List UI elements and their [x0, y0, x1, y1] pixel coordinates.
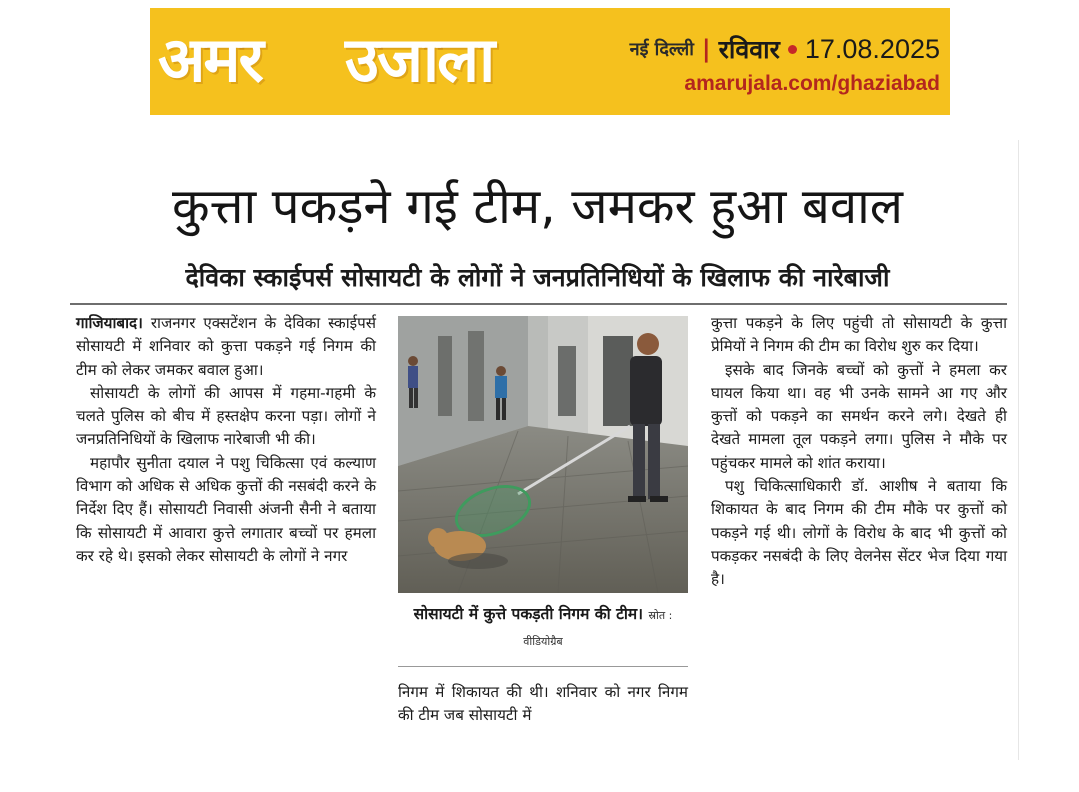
- edition-city: नई दिल्ली: [629, 39, 694, 60]
- caption-text: सोसायटी में कुत्ते पकड़ती निगम की टीम।: [413, 605, 644, 623]
- article-subheadline: देविका स्काईपर्स सोसायटी के लोगों ने जनप्रतिनिधियों के खिलाफ की नारेबाजी: [185, 263, 890, 292]
- paragraph: सोसायटी के लोगों की आपस में गहमा-गहमी के चलते पुलिस को बीच में हस्तक्षेप करना पड़ा। लोगों ने जनप्रतिनिधियों के खिलाफ नारेबाजी भी की।: [76, 383, 376, 449]
- paragraph: [76, 312, 376, 382]
- paragraph-text: राजनगर एक्सटेंशन के देविका स्काईपर्स सोसायटी में शनिवार को कुत्ता पकड़ने गई निगम की टीम को लेकर जमकर बवाल हुआ।: [76, 314, 377, 379]
- paragraph: महापौर सुनीता दयाल ने पशु चिकित्सा एवं कल्याण विभाग को अधिक से अधिक कुत्तों की नसबंदी करने के निर्देश दिए हैं। सोसायटी निवासी अंजनी सैनी ने बताया कि सोसायटी में आवारा कुत्ते लगातार बच्चों पर हमला कर रहे थे। इसको लेकर सोसायटी के लोगों ने नगर: [76, 453, 376, 565]
- edition-url: amarujala.com/ghaziabad: [684, 72, 940, 95]
- edition-day: रविवार: [718, 35, 780, 64]
- edition-date: 17.08.2025: [804, 33, 940, 64]
- divider: [398, 666, 688, 667]
- newspaper-logo-part-1: अमर: [158, 23, 262, 96]
- dog-catching-scene-image: [398, 316, 688, 593]
- article-column-1: [76, 312, 376, 568]
- photo-caption: [398, 602, 688, 654]
- bullet-dot-icon: [788, 45, 797, 54]
- article-column-2: [398, 681, 688, 728]
- paragraph: इसके बाद जिनके बच्चों को कुत्तों ने हमला कर घायल किया था। वह भी उनके सामने आ गए और कुत्तों को पकड़ने का समर्थन करने लगे। देखते ही देखते मामला तूल पकड़ने लगा। पुलिस ने मौके पर पहुंचकर मामले को शांत कराया।: [711, 360, 1007, 472]
- paragraph: कुत्ता पकड़ने के लिए पहुंची तो सोसायटी के कुत्ता प्रेमियों ने निगम की टीम का विरोध शुरु कर दिया।: [711, 314, 1007, 356]
- masthead: [150, 8, 950, 115]
- clipping-edge: [1018, 140, 1019, 760]
- article-headline: कुत्ता पकड़ने गई टीम, जमकर हुआ बवाल: [172, 178, 903, 235]
- divider: [70, 303, 1007, 305]
- masthead-info: [630, 32, 940, 96]
- article-column-3: [711, 312, 1007, 592]
- dateline: गाजियाबाद।: [76, 314, 143, 332]
- separator: |: [701, 35, 711, 63]
- newspaper-logo-part-2: उजाला: [345, 23, 494, 96]
- paragraph: पशु चिकित्साधिकारी डॉ. आशीष ने बताया कि शिकायत के बाद निगम की टीम मौके पर कुत्तों को पकड़ने गई थी। लोगों के विरोध के बाद भी कुत्तों को पकड़कर नसबंदी के लिए वेलनेस सेंटर भेज दिया गया है।: [711, 477, 1007, 589]
- news-photo: [398, 316, 688, 593]
- paragraph: निगम में शिकायत की थी। शनिवार को नगर निगम की टीम जब सोसायटी में: [398, 683, 688, 725]
- photo-credit: स्रोत : वीडियोग्रैब: [523, 609, 673, 648]
